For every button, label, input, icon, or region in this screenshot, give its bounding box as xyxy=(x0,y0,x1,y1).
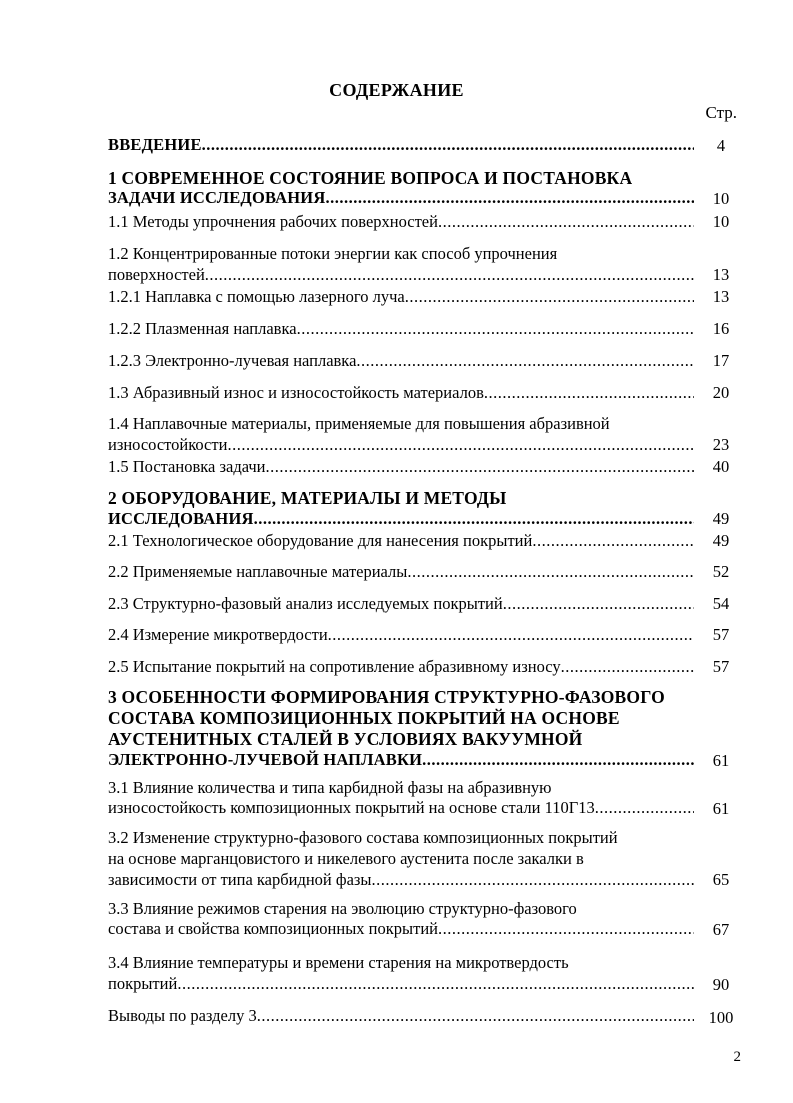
toc-entry-3-2-cont[interactable]: зависимости от типа карбидной фазы ..... xyxy=(108,870,694,890)
toc-page-number: 67 xyxy=(712,920,730,939)
toc-page-number: 13 xyxy=(712,287,730,306)
toc-entry-1-3[interactable]: 1.3 Абразивный износ и износостойкость материалов ..... xyxy=(108,383,694,403)
toc-entry-chapter-2-cont[interactable]: ИССЛЕДОВАНИЯ ..... xyxy=(108,509,694,529)
toc-entry-chapter-3-cont[interactable]: СОСТАВА КОМПОЗИЦИОННЫХ ПОКРЫТИЙ НА ОСНОВЕ xyxy=(108,708,620,728)
toc-entry-chapter-2[interactable]: 2 ОБОРУДОВАНИЕ, МАТЕРИАЛЫ И МЕТОДЫ xyxy=(108,488,507,508)
toc-page-number: 100 xyxy=(708,1008,734,1027)
toc-page-number: 65 xyxy=(712,870,730,889)
toc-entry-chapter-3[interactable]: 3 ОСОБЕННОСТИ ФОРМИРОВАНИЯ СТРУКТУРНО-ФАЗОВОГО xyxy=(108,687,665,707)
toc-page-number: 90 xyxy=(712,975,730,994)
toc-entry-1-4[interactable]: 1.4 Наплавочные материалы, применяемые для повышения абразивной xyxy=(108,414,610,433)
toc-page-number: 4 xyxy=(716,136,726,155)
toc-page-number: 13 xyxy=(712,265,730,284)
toc-page-number: 54 xyxy=(712,594,730,613)
toc-page-number: 40 xyxy=(712,457,730,476)
page-number: 2 xyxy=(733,1049,741,1065)
toc-entry-3-3[interactable]: 3.3 Влияние режимов старения на эволюцию структурно-фазового xyxy=(108,899,577,918)
toc-entry-3-1[interactable]: 3.1 Влияние количества и типа карбидной фазы на абразивную xyxy=(108,778,552,797)
toc-entry-3-2[interactable]: 3.2 Изменение структурно-фазового состава композиционных покрытий xyxy=(108,828,618,847)
toc-entry-1-2-cont[interactable]: поверхностей ..... xyxy=(108,265,694,285)
toc-entry-1-2-1[interactable]: 1.2.1 Наплавка с помощью лазерного луча ..... xyxy=(108,287,694,307)
toc-entry-3-2-cont[interactable]: на основе марганцовистого и никелевого аустенита после закалки в xyxy=(108,849,584,868)
toc-entry-3-4[interactable]: 3.4 Влияние температуры и времени старения на микротвердость xyxy=(108,953,569,972)
toc-entry-2-2[interactable]: 2.2 Применяемые наплавочные материалы ..... xyxy=(108,562,694,582)
toc-entry-1-2[interactable]: 1.2 Концентрированные потоки энергии как способ упрочнения xyxy=(108,244,558,263)
toc-entry-1-4-cont[interactable]: износостойкости ..... xyxy=(108,435,694,455)
toc-entry-2-3[interactable]: 2.3 Структурно-фазовый анализ исследуемых покрытий ..... xyxy=(108,594,694,614)
toc-page-number: 23 xyxy=(712,435,730,454)
toc-entry-chapter-3-cont[interactable]: ЭЛЕКТРОННО-ЛУЧЕВОЙ НАПЛАВКИ ..... xyxy=(108,750,694,770)
toc-entry-2-1[interactable]: 2.1 Технологическое оборудование для нанесения покрытий ..... xyxy=(108,531,694,551)
toc-page-number: 52 xyxy=(712,562,730,581)
toc-page-number: 57 xyxy=(712,625,730,644)
toc-entry-2-5[interactable]: 2.5 Испытание покрытий на сопротивление абразивному износу ..... xyxy=(108,657,694,677)
toc-entry-chapter-3-cont[interactable]: АУСТЕНИТНЫХ СТАЛЕЙ В УСЛОВИЯХ ВАКУУМНОЙ xyxy=(108,729,583,749)
toc-entry-1-2-2[interactable]: 1.2.2 Плазменная наплавка ..... xyxy=(108,319,694,339)
toc-page-number: 61 xyxy=(712,799,730,818)
toc-page-number: 16 xyxy=(712,319,730,338)
toc-entry-chapter-1-cont[interactable]: ЗАДАЧИ ИССЛЕДОВАНИЯ ..... xyxy=(108,188,694,208)
toc-page-number: 49 xyxy=(712,531,730,550)
toc-page-number: 57 xyxy=(712,657,730,676)
page-title: СОДЕРЖАНИЕ xyxy=(329,80,464,100)
toc-page-number: 20 xyxy=(712,383,730,402)
toc-entry-intro[interactable]: ВВЕДЕНИЕ ..... xyxy=(108,135,694,155)
page-column-label: Стр. xyxy=(705,103,737,122)
toc-entry-chapter-1[interactable]: 1 СОВРЕМЕННОЕ СОСТОЯНИЕ ВОПРОСА И ПОСТАНОВКА xyxy=(108,168,633,188)
toc-entry-2-4[interactable]: 2.4 Измерение микротвердости ..... xyxy=(108,625,694,645)
toc-page-number: 10 xyxy=(712,189,730,208)
toc-entry-1-1[interactable]: 1.1 Методы упрочнения рабочих поверхностей ..... xyxy=(108,212,694,232)
toc-page-number: 49 xyxy=(712,509,730,528)
toc-entry-3-4-cont[interactable]: покрытий ..... xyxy=(108,974,694,994)
toc-page-number: 17 xyxy=(712,351,730,370)
toc-entry-3-1-cont[interactable]: износостойкость композиционных покрытий на основе стали 110Г13 ..... xyxy=(108,798,694,818)
toc-entry-1-5[interactable]: 1.5 Постановка задачи ..... xyxy=(108,457,694,477)
toc-entry-conclusions-3[interactable]: Выводы по разделу 3 ..... xyxy=(108,1006,694,1026)
toc-entry-1-2-3[interactable]: 1.2.3 Электронно-лучевая наплавка ..... xyxy=(108,351,694,371)
toc-page-number: 10 xyxy=(712,212,730,231)
toc-entry-3-3-cont[interactable]: состава и свойства композиционных покрытий ..... xyxy=(108,919,694,939)
toc-page-number: 61 xyxy=(712,751,730,770)
